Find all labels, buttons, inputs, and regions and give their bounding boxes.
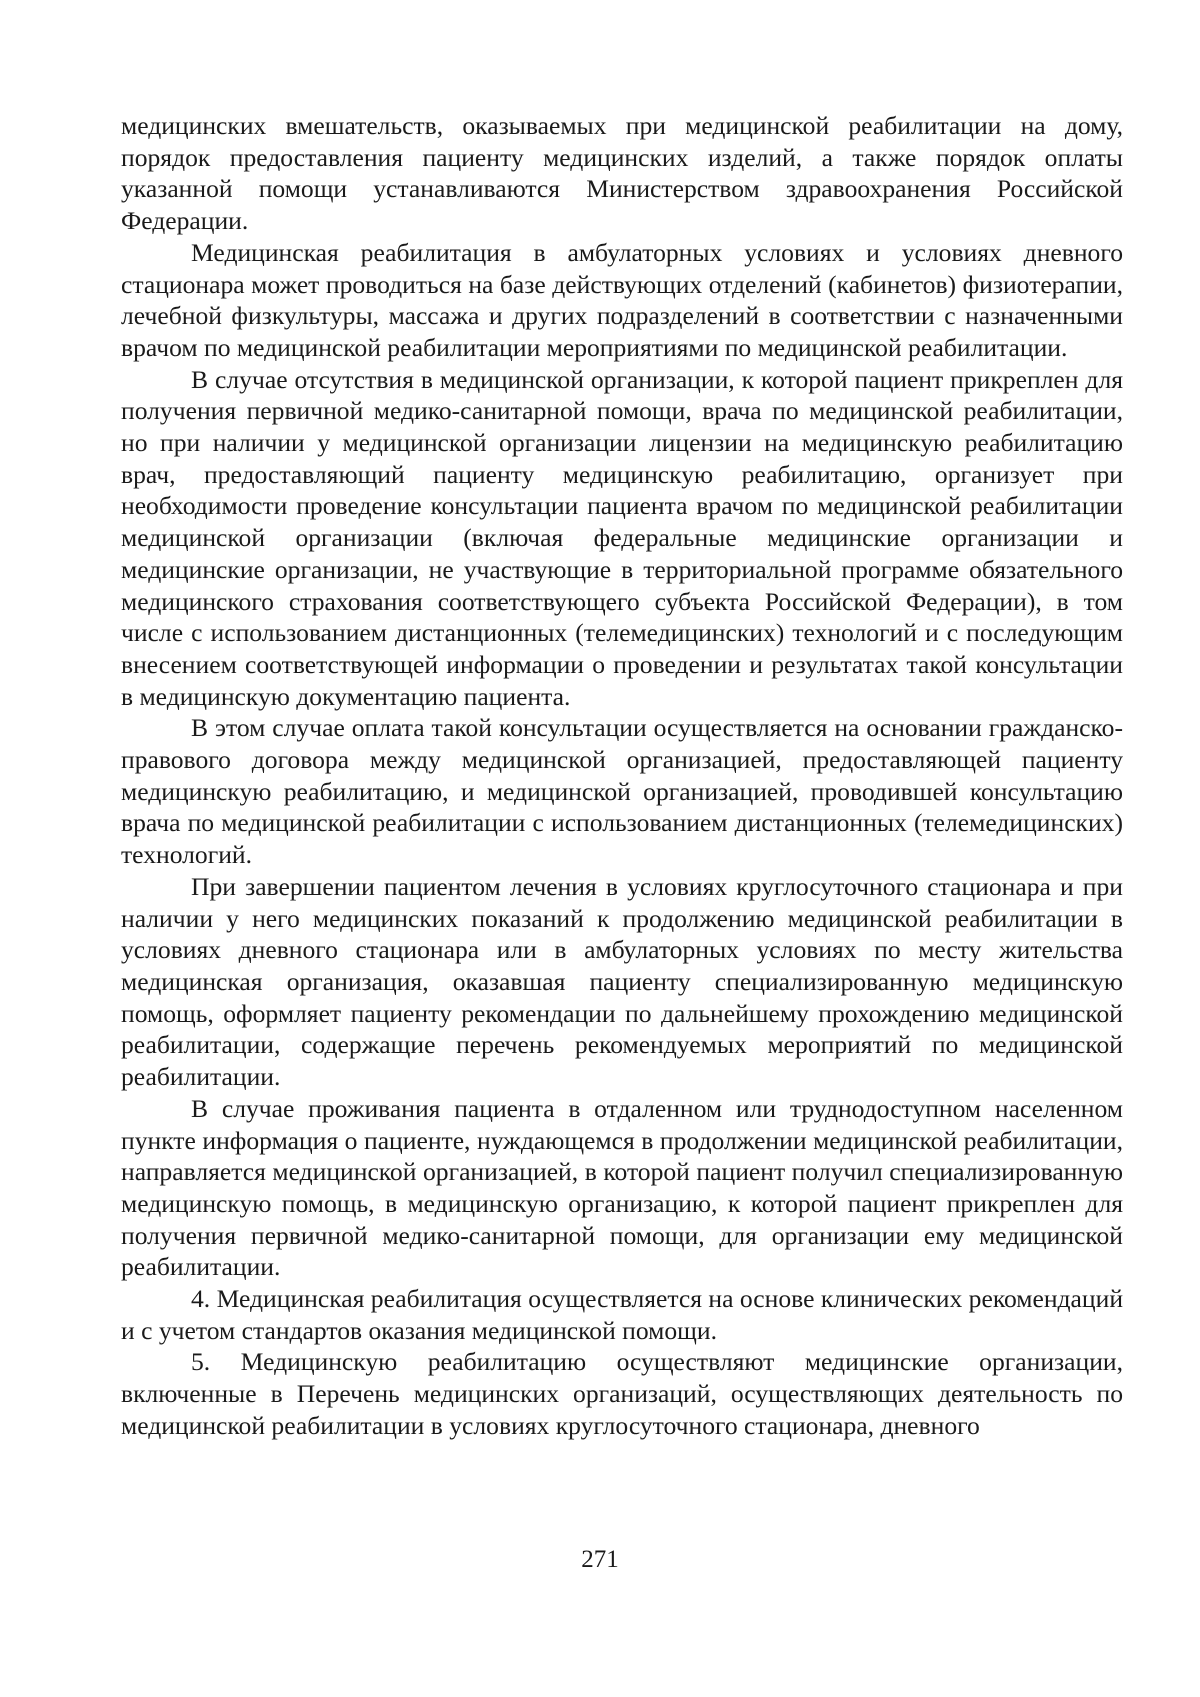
paragraph-item-5: 5. Медицинскую реабилитацию осуществляют медицинские организации, включенные в Перечень медицинских организаций, осуществляющих деятельность по медицинской реабилитации в условиях круглосуточного стационара, дневного bbox=[121, 1347, 1123, 1440]
paragraph-completion-of-treatment: При завершении пациентом лечения в условиях круглосуточного стационара и при наличии у него медицинских показаний к продолжению медицинской реабилитации в условиях дневного стационара или в амбулаторных условиях по месту жительства медицинская организация, оказавшая пациенту специализированную медицинскую помощь, оформляет пациенту рекомендации по дальнейшему прохождению медицинской реабилитации, содержащие перечень рекомендуемых мероприятий по медицинской реабилитации. bbox=[121, 871, 1123, 1092]
page-number: 271 bbox=[581, 1546, 619, 1573]
paragraph-consultation-payment: В этом случае оплата такой консультации осуществляется на основании гражданско-правового договора между медицинской организацией, предоставляющей пациенту медицинскую реабилитацию, и медицинской организацией, проводившей консультацию врача по медицинской реабилитации с использованием дистанционных (телемедицинских) технологий. bbox=[121, 713, 1123, 870]
paragraph-outpatient-rehabilitation: Медицинская реабилитация в амбулаторных условиях и условиях дневного стационара может проводиться на базе действующих отделений (кабинетов) физиотерапии, лечебной физкультуры, массажа и других подразделений в соответствии с назначенными врачом по медицинской реабилитации мероприятиями по медицинской реабилитации. bbox=[121, 237, 1123, 362]
paragraph-absence-of-physician: В случае отсутствия в медицинской организации, к которой пациент прикреплен для получения первичной медико-санитарной помощи, врача по медицинской реабилитации, но при наличии у медицинской организации лицензии на медицинскую реабилитацию врач, предоставляющий пациенту медицинскую реабилитацию, организует при необходимости проведение консультации пациента врачом по медицинской реабилитации медицинской организации (включая федеральные медицинские организации и медицинские организации, не участвующие в территориальной программе обязательного медицинского страхования соответствующего субъекта Российской Федерации), в том числе с использованием дистанционных (телемедицинских) технологий и с последующим внесением соответствующей информации о проведении и результатах такой консультации в медицинскую документацию пациента. bbox=[121, 364, 1123, 711]
paragraph-remote-residence: В случае проживания пациента в отдаленном или труднодоступном населенном пункте информация о пациенте, нуждающемся в продолжении медицинской реабилитации, направляется медицинской организацией, в которой пациент получил специализированную медицинскую помощь, в медицинскую организацию, к которой пациент прикреплен для получения первичной медико-санитарной помощи, для организации ему медицинской реабилитации. bbox=[121, 1093, 1123, 1282]
paragraph-item-4: 4. Медицинская реабилитация осуществляется на основе клинических рекомендаций и с учетом стандартов оказания медицинской помощи. bbox=[121, 1284, 1124, 1345]
body-text bbox=[121, 110, 1123, 1442]
paragraph-continuation: медицинских вмешательств, оказываемых при медицинской реабилитации на дому, порядок предоставления пациенту медицинских изделий, а также порядок оплаты указанной помощи устанавливаются Министерством здравоохранения Российской Федерации. bbox=[121, 111, 1123, 236]
